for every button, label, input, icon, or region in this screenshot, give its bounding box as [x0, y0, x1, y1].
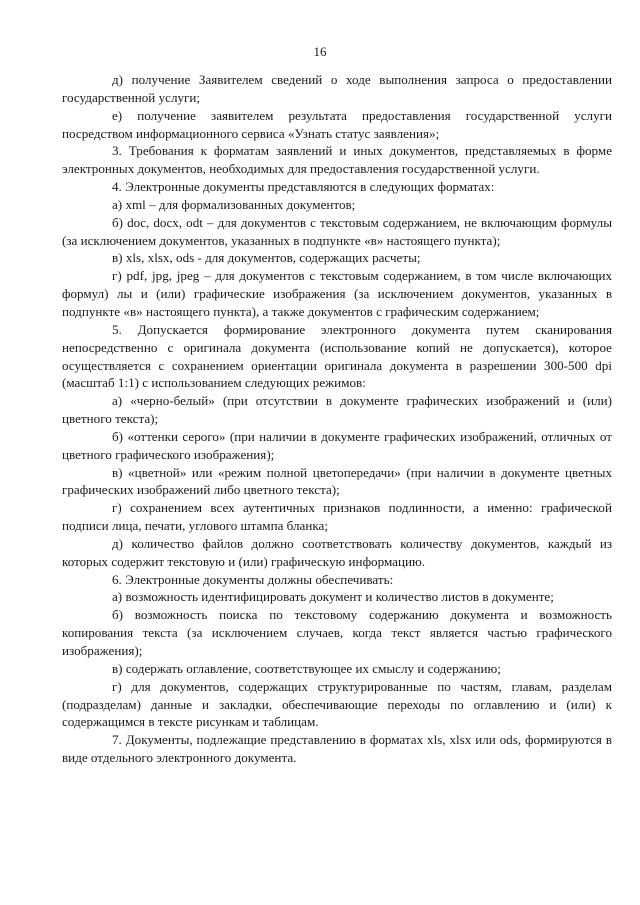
paragraph-5g-authenticity: г) сохранением всех аутентичных признаков подлинности, а именно: графической подписи лица, печати, углового штампа бланка;	[62, 500, 612, 534]
paragraph-4a-xml: а) xml – для формализованных документов;	[112, 196, 356, 212]
page-number: 16	[313, 44, 327, 59]
paragraph-6b-search: б) возможность поиска по текстовому содержанию документа и возможность копирования текста (за исключением случаев, когда текст является частью графического изображения);	[62, 607, 612, 658]
paragraph-5-scanning: 5. Допускается формирование электронного документа путем сканирования непосредственно с оригинала документа (использование копий не допускается), которое осуществляется с сохранением ориентации оригинала документа в разрешении 300-500 dpi (масштаб 1:1) с использованием следующих режимов:	[62, 321, 612, 391]
paragraph-5v-color: в) «цветной» или «режим полной цветопередачи» (при наличии в документе цветных графических изображений либо цветного текста);	[62, 464, 612, 498]
paragraph-6g-bookmarks: г) для документов, содержащих структурированные по частям, главам, разделам (подразделам) данные и закладки, обеспечивающие переходы по оглавлению и (или) к содержащимся в тексте рисункам и таблицам.	[62, 678, 612, 730]
paragraph-4g-pdf: г) pdf, jpg, jpeg – для документов с текстовым содержанием, в том числе включающих формул) лы и (или) графические изображения (за исключением документов, указанных в подпункте «в» настоящего пункта), а также документов с графическим содержанием;	[62, 268, 612, 319]
paragraph-4-formats-intro: 4. Электронные документы представляются в следующих форматах:	[112, 179, 495, 195]
paragraph-4v-xls: в) xls, xlsx, ods - для документов, содержащих расчеты;	[112, 250, 421, 266]
paragraph-5b-grayscale: б) «оттенки серого» (при наличии в документе графических изображений, отличных от цветного графического изображения);	[62, 428, 612, 462]
paragraph-4b-doc: б) doc, docx, odt – для документов с текстовым содержанием, не включающим формулы (за исключением документов, указанных в подпункте «в» настоящего пункта);	[62, 214, 612, 248]
paragraph-7-separate-doc: 7. Документы, подлежащие представлению в форматах xls, xlsx или ods, формируются в виде отдельного электронного документа.	[62, 732, 612, 766]
paragraph-6a-identify: а) возможность идентифицировать документ и количество листов в документе;	[112, 589, 554, 605]
paragraph-3-format-requirements: 3. Требования к форматам заявлений и иных документов, представляемых в форме электронных документов, необходимых для предоставления государственной услуги.	[62, 143, 612, 177]
paragraph-6-requirements: 6. Электронные документы должны обеспечивать:	[112, 571, 394, 587]
paragraph-6v-contents: в) содержать оглавление, соответствующее их смыслу и содержанию;	[112, 660, 501, 676]
paragraph-5a-black-white: а) «черно-белый» (при отсутствии в документе графических изображений и (или) цветного текста);	[62, 393, 612, 427]
document-body	[62, 71, 612, 767]
paragraph-5d-file-count: д) количество файлов должно соответствовать количеству документов, каждый из которых содержит текстовую и (или) графическую информацию.	[62, 535, 612, 569]
paragraph-e-result-service: е) получение заявителем результата предоставления государственной услуги посредством информационного сервиса «Узнать статус заявления»;	[62, 107, 612, 141]
paragraph-d-status-info: д) получение Заявителем сведений о ходе выполнения запроса о предоставлении государственной услуги;	[62, 72, 612, 105]
